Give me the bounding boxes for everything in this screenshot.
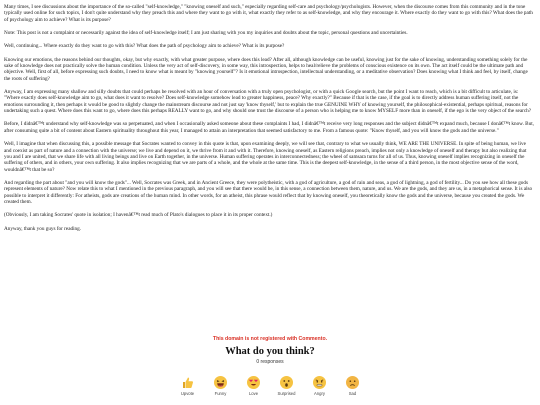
reactions-bar xyxy=(0,376,540,396)
comments-section xyxy=(0,336,540,365)
thumbs-up-icon xyxy=(181,376,194,389)
reaction-label: Upvote xyxy=(180,391,195,396)
paragraph: (Obviously, I am taking Socrates' quote in isolation; I havenâ€™t read much of Plato's dialogues to place it in its proper context.) xyxy=(4,212,273,219)
paragraph: Anyway, thank you guys for reading. xyxy=(4,225,82,232)
paragraph: Note: This post is not a complaint or necessarily against the idea of self-knowledge itself; I am just sharing with you my inquiries and doubts about the topic, personal questions and uncertainties. xyxy=(4,30,408,37)
laughing-face-icon xyxy=(214,376,227,389)
paragraph: Many times, I see discussions about the importance of the so-called "self-knowledge," "knowing oneself and such," especially regarding self-care and psychology/psychologists. However, when the discourse comes from this community and in the tone typically used online for such topics, I don't quite understand why they preach this and where they want to go with it, what exactly they refer to as self-knowledge, and why they encourage it. Where exactly do they want to go with this? What does the path of psychology aim to achieve? What is its purpose? xyxy=(4,4,533,23)
reaction-angry[interactable] xyxy=(307,376,332,396)
reaction-label: Surprised xyxy=(277,391,296,396)
reactions-question: What do you think? xyxy=(225,346,315,357)
sad-face-icon xyxy=(346,376,359,389)
reaction-label: Angry xyxy=(314,391,325,396)
reaction-sad[interactable] xyxy=(340,376,365,396)
reaction-label: Love xyxy=(248,391,259,396)
paragraph: And regarding the part about "and you will know the gods"... Well, Socrates was Greek, and in Ancient Greece, they were polytheistic, with a god of agriculture, a god of rain and seas, a god of lightning, a god of fertility... Do you see how all these gods represent elements of nature? Now relate this to what I mentioned in the previous paragraph, and you will see that there would be, in this sense, a connection between them, nature, and us. We are the gods, and they are us, in a metaphorical sense. It is also possible to interpret it differently: For atheists, gods are creations of the human mind. In other words, for an atheist, this phrase would reflect that by knowing oneself, you theoretically know the gods and the universe, because you created the gods. We created them. xyxy=(4,179,533,205)
reaction-love[interactable] xyxy=(241,376,266,396)
reaction-label: Funny xyxy=(214,391,227,396)
paragraph: Before, I didnâ€™t understand why self-knowledge was so perpetuated, and when I occasionally asked someone about these complaints I had, I didnâ€™t receive very long responses and the subject didnâ€™t expand much, because I donâ€™t know. But, after consuming quite a bit of content about Eastern spirituality throughout this year, I managed to attain an interpretation that seemed satisfactory to me. From a famous quote: "Know thyself, and you will know the gods and the universe." xyxy=(4,121,534,134)
angry-face-icon xyxy=(313,376,326,389)
article-body xyxy=(4,4,534,239)
reaction-upvote[interactable] xyxy=(175,376,200,396)
reaction-surprised[interactable] xyxy=(274,376,299,396)
reaction-label: Sad xyxy=(348,391,357,396)
heart-eyes-icon xyxy=(247,376,260,389)
surprised-face-icon xyxy=(280,376,293,389)
paragraph: Anyway, I am expressing many shallow and silly doubts that could perhaps be resolved with an hour of conversation with a truly open psychologist, or with a quick Google search, but the point I want to reach, which is a bit difficult to articulate, is: "Where exactly does self-knowledge aim to go, what does it want to resolve? Does self-knowledge somehow lead to greater happiness, peace? Why exactly?" Because if that is the case, if the goal is to directly address human suffering itself, not the emotions surrounding it, then perhaps it would be good to slightly change the mainstream discourse and not just say 'know thyself,' but to explain the true GENUINE WHY of knowing yourself, the philosophical-existential, perhaps spiritual, reasons for undertaking such a quest. Where does this want to go, where does this perhaps REALLY want to go, and why should one trust the discourse of a person who is helping me to know MYSELF more than in oneself, if the ego is the very object of the search? xyxy=(4,89,532,115)
paragraph: Well, continuing... Where exactly do they want to go with this? What does the path of psychology aim to achieve? What is its purpose? xyxy=(4,43,285,50)
reaction-funny[interactable] xyxy=(208,376,233,396)
responses-count: 0 responses xyxy=(256,359,284,365)
commento-error-message: This domain is not registered with Commento. xyxy=(212,336,328,342)
paragraph: Knowing our emotions, the reasons behind our thoughts, okay, but why exactly, with what greater purpose, where does this lead? After all, although knowledge can be useful, knowing just for the sake of knowing, understanding something solely for the sake of knowledge does not practically solve the human condition. Unless the very act of self-discovery, in some way, this introspection, helps to heal/relieve the problems of conscious existence on its own. The act itself could be the ultimate path and objective. Well, first of all, before expressing such doubts, I need to know what is meant by "knowing yourself"? Is it emotional introspection, intellectual understanding, or a meditative observation? Does knowing what I think and feel, by itself, change the roots of suffering? xyxy=(4,56,528,82)
paragraph: Well, I imagine that when discussing this, a possible message that Socrates wanted to convey in this quote is that, upon examining deeply, we will see that, contrary to what we usually think, WE ARE THE UNIVERSE. In spite of being human, we live and coexist as part of nature and a connection with the universe; we live and depend on it, we thrive from it and with it. Therefore, knowing oneself, as Eastern religions preach, implies not only a knowledge of oneself and therapy but also realizing that you and I are united, that we share life with all living beings and live on Earth together, in the universe. Human suffering operates in interconnectedness; the wheel of samsara turns for all of us. Thus, knowing oneself implies recognizing in oneself the suffering of others, and in others, your own suffering. It also implies recognizing that we are parts of a whole, and the whole at the same time. This is the deepest self-knowledge, in the sense of a third person, in the most objective sense of the word, wouldnâ€™t that be so? xyxy=(4,141,527,173)
